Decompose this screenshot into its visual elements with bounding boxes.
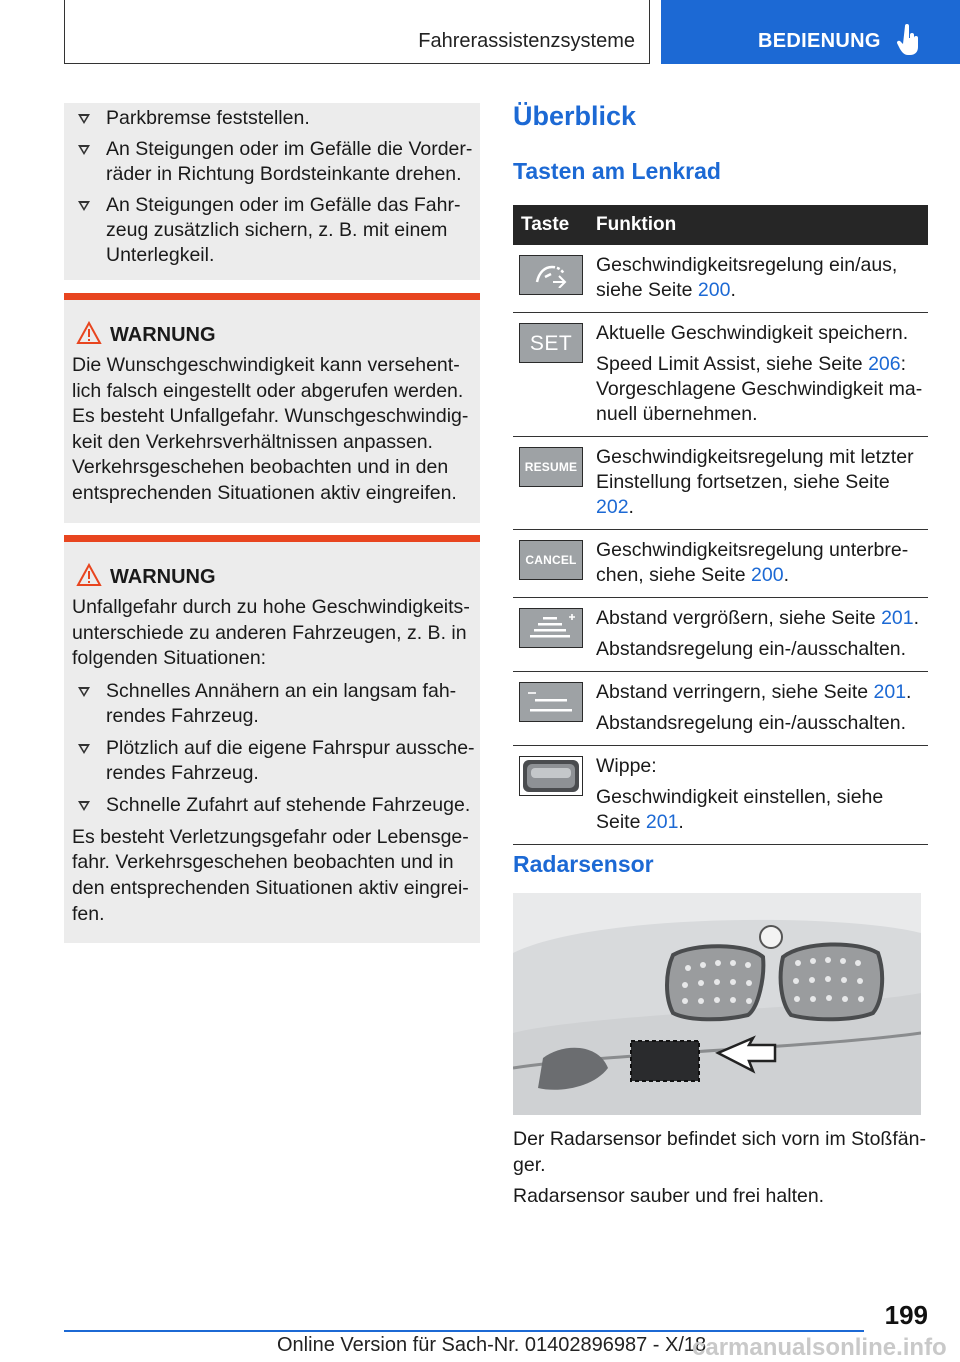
column-header-function: Funktion (590, 205, 928, 245)
rocker-switch-icon (519, 756, 583, 796)
warning-triangle-icon (76, 321, 102, 345)
car-front-radar-sensor-illustration (513, 893, 921, 1115)
header-chapter-title: BEDIENUNG (758, 30, 881, 52)
table-row: Geschwindigkeitsregelung ein/aus, siehe Seite 200. (513, 245, 928, 313)
page-link[interactable]: 202 (596, 496, 629, 518)
table-row: SET Aktuelle Geschwindigkeit speichern. Speed Limit Assist, siehe Seite 206: Vorgeschlagene Geschwindigkeit manuell übernehmen. (513, 313, 928, 437)
header-chapter-box (661, 0, 960, 64)
watermark: carmanualsonline.info (692, 1334, 947, 1361)
bullet-triangle-icon (78, 801, 90, 811)
resume-key-icon: RESUME (519, 447, 583, 487)
warning-outro: Es besteht Verletzungsgefahr oder Lebensgefahr. Verkehrsgeschehen beobachten und in den entsprechenden Situationen aktiv eingreifen. (72, 825, 469, 925)
page-link[interactable]: 201 (645, 811, 679, 833)
page-link[interactable]: 201 (881, 607, 914, 629)
header-section-title: Fahrerassistenzsysteme (418, 30, 635, 52)
hand-pointer-icon (897, 24, 921, 56)
set-key-icon: SET (519, 323, 583, 363)
list-item: An Steigungen oder im Gefälle das Fahrzeug zusätzlich sichern, z. B. mit einem Unterlegkeil. (64, 193, 480, 268)
page-number: 199 (884, 1300, 928, 1330)
bullet-triangle-icon (78, 744, 90, 754)
warning-title: WARNUNG (64, 563, 480, 591)
table-row: RESUME Geschwindigkeitsregelung mit letzter Einstellung fortsetzen, siehe Seite 202. (513, 437, 928, 530)
list-item: Schnelle Zufahrt auf stehende Fahrzeuge. (64, 793, 480, 818)
speed-control-icon (519, 255, 583, 295)
warning-triangle-icon (76, 563, 102, 587)
list-item: Parkbremse feststellen. (64, 106, 480, 131)
footer-divider (64, 1330, 864, 1332)
parking-steps-box (64, 103, 480, 280)
warning-text: Die Wunschgeschwindigkeit kann versehentlich falsch eingestellt oder abgerufen werden. Es besteht Unfallgefahr. Wunschgeschwindigkeit den Verkehrsverhältnissen anpassen. Verkehrsgeschehen beobachten und in den entsprechenden Situationen aktiv eingreifen. (72, 354, 469, 504)
header-section-box (64, 0, 650, 64)
bullet-triangle-icon (78, 114, 90, 124)
table-row: Abstand verringern, siehe Seite 201. Abstandsregelung ein-/ausschalten. (513, 672, 928, 746)
table-row: Wippe: Geschwindigkeit einstellen, siehe Seite 201. (513, 746, 928, 845)
warning-intro: Unfallgefahr durch zu hohe Geschwindigkeitsunterschiede zu anderen Fahrzeugen, z. B. in folgenden Situationen: (72, 596, 470, 670)
bullet-triangle-icon (78, 145, 90, 155)
cancel-key-icon: CANCEL (519, 540, 583, 580)
bullet-triangle-icon (78, 687, 90, 697)
page-link[interactable]: 206 (868, 353, 901, 375)
distance-decrease-icon (519, 682, 583, 722)
list-item: An Steigungen oder im Gefälle die Vorderräder in Richtung Bordsteinkante drehen. (64, 137, 480, 187)
table-row: CANCEL Geschwindigkeitsregelung unterbrechen, siehe Seite 200. (513, 530, 928, 598)
radar-sensor-heading: Radarsensor (513, 851, 654, 877)
warning-title: WARNUNG (64, 321, 480, 349)
radar-caption: Der Radarsensor befindet sich vorn im Stoßfänger. Radarsensor sauber und frei halten. (513, 1128, 926, 1208)
distance-increase-icon (519, 608, 583, 648)
list-item: Schnelles Annähern an ein langsam fahrendes Fahrzeug. (64, 679, 480, 729)
list-item: Plötzlich auf die eigene Fahrspur ausscherendes Fahrzeug. (64, 736, 480, 786)
page-link[interactable]: 200 (697, 279, 731, 301)
subsection-heading: Tasten am Lenkrad (513, 158, 721, 184)
page-link[interactable]: 201 (873, 681, 907, 703)
footer-online-version: Online Version für Sach-Nr. 01402896987 - X/18 (277, 1334, 707, 1356)
warning-box-speed-difference (64, 535, 480, 943)
table-row: Abstand vergrößern, siehe Seite 201. Abstandsregelung ein-/ausschalten. (513, 598, 928, 672)
steering-wheel-buttons-table (513, 205, 928, 845)
section-heading: Überblick (513, 101, 637, 131)
warning-box-speed-setting (64, 293, 480, 523)
column-header-key: Taste (513, 205, 590, 245)
page-link[interactable]: 200 (751, 564, 784, 586)
bullet-triangle-icon (78, 201, 90, 211)
